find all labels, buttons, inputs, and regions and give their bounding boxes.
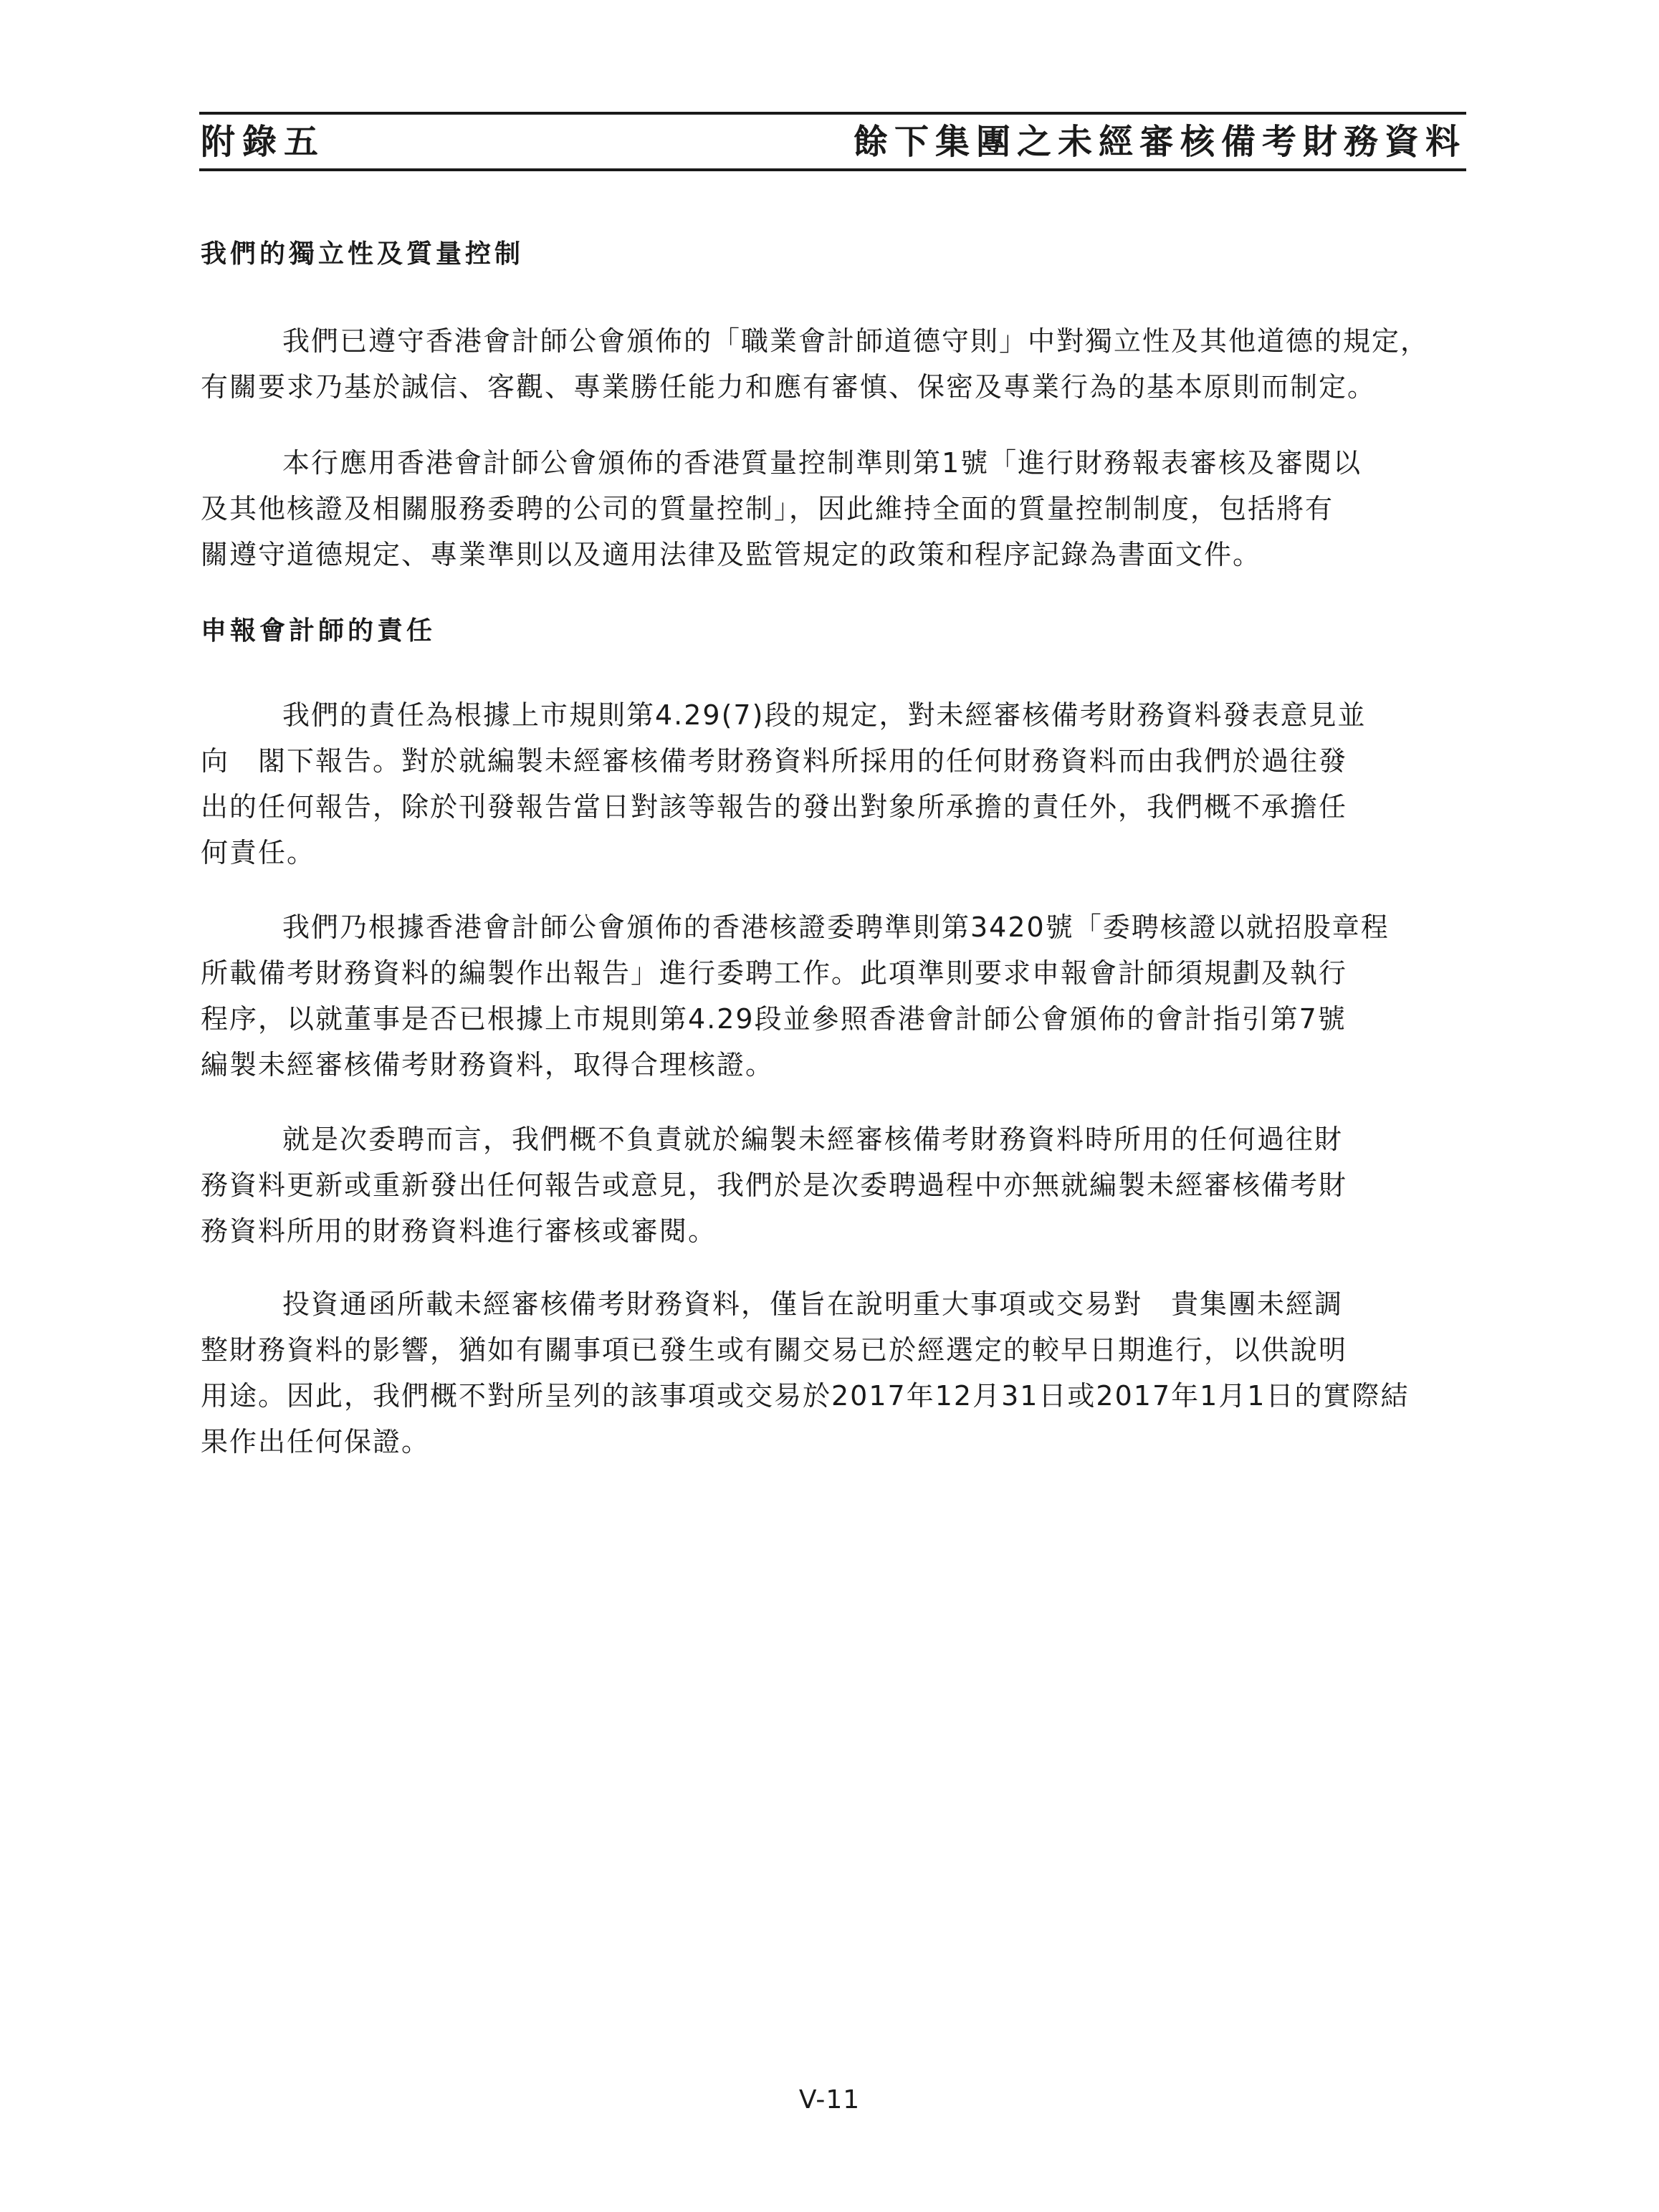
- paragraph-line: 我們已遵守香港會計師公會頒佈的「職業會計師道德守則」中對獨立性及其他道德的規定，: [282, 325, 1430, 357]
- paragraph-line: 關遵守道德規定、專業準則以及適用法律及監管規定的政策和程序記錄為書面文件。: [201, 539, 1262, 570]
- page-number: V-11: [798, 2085, 861, 2115]
- paragraph-line: 果作出任何保證。: [201, 1426, 431, 1457]
- paragraph-engagement-standard: [201, 904, 1466, 1088]
- header-top-rule: [199, 112, 1466, 115]
- paragraph-line: 整財務資料的影響，猶如有關事項已發生或有關交易已於經選定的較早日期進行，以供說明: [201, 1334, 1348, 1366]
- paragraph-line: 何責任。: [201, 837, 316, 868]
- header-bottom-rule: [199, 168, 1466, 171]
- paragraph-no-update: [201, 1116, 1466, 1254]
- paragraph-line: 投資通函所載未經審核備考財務資料，僅旨在說明重大事項或交易對 貴集團未經調: [282, 1288, 1344, 1320]
- section-heading-responsibilities: 申報會計師的責任: [201, 616, 436, 646]
- paragraph-line: 務資料所用的財務資料進行審核或審閱。: [201, 1215, 717, 1247]
- paragraph-line: 就是次委聘而言，我們概不負責就於編製未經審核備考財務資料時所用的任何過往財: [282, 1124, 1344, 1155]
- section-heading-independence: 我們的獨立性及質量控制: [201, 239, 525, 269]
- paragraph-line: 用途。因此，我們概不對所呈列的該事項或交易於2017年12月31日或2017年1月1日的實際結: [201, 1380, 1410, 1412]
- paragraph-line: 所載備考財務資料的編製作出報告」進行委聘工作。此項準則要求申報會計師須規劃及執行: [201, 957, 1348, 989]
- paragraph-independence-ethics: [201, 318, 1466, 410]
- paragraph-line: 我們的責任為根據上市規則第4.29(7)段的規定，對未經審核備考財務資料發表意見並: [282, 699, 1367, 731]
- paragraph-illustrative-purpose: [201, 1281, 1466, 1465]
- appendix-title: 餘下集團之未經審核備考財務資料: [853, 122, 1466, 162]
- paragraph-line: 向 閣下報告。對於就編製未經審核備考財務資料所採用的任何財務資料而由我們於過往發: [201, 745, 1348, 777]
- paragraph-line: 編製未經審核備考財務資料，取得合理核證。: [201, 1049, 775, 1081]
- paragraph-line: 我們乃根據香港會計師公會頒佈的香港核證委聘準則第3420號「委聘核證以就招股章程: [282, 911, 1390, 943]
- paragraph-line: 出的任何報告，除於刊發報告當日對該等報告的發出對象所承擔的責任外，我們概不承擔任: [201, 791, 1348, 823]
- paragraph-line: 務資料更新或重新發出任何報告或意見，我們於是次委聘過程中亦無就編製未經審核備考財: [201, 1169, 1348, 1201]
- paragraph-quality-control: [201, 440, 1466, 578]
- paragraph-line: 本行應用香港會計師公會頒佈的香港質量控制準則第1號「進行財務報表審核及審閱以: [282, 447, 1362, 479]
- paragraph-responsibility-opinion: [201, 692, 1466, 876]
- paragraph-line: 程序，以就董事是否已根據上市規則第4.29段並參照香港會計師公會頒佈的會計指引第7號: [201, 1003, 1347, 1035]
- appendix-label: 附錄五: [201, 122, 326, 162]
- paragraph-line: 有關要求乃基於誠信、客觀、專業勝任能力和應有審慎、保密及專業行為的基本原則而制定。: [201, 371, 1377, 403]
- paragraph-line: 及其他核證及相關服務委聘的公司的質量控制」，因此維持全面的質量控制制度，包括將有: [201, 493, 1334, 525]
